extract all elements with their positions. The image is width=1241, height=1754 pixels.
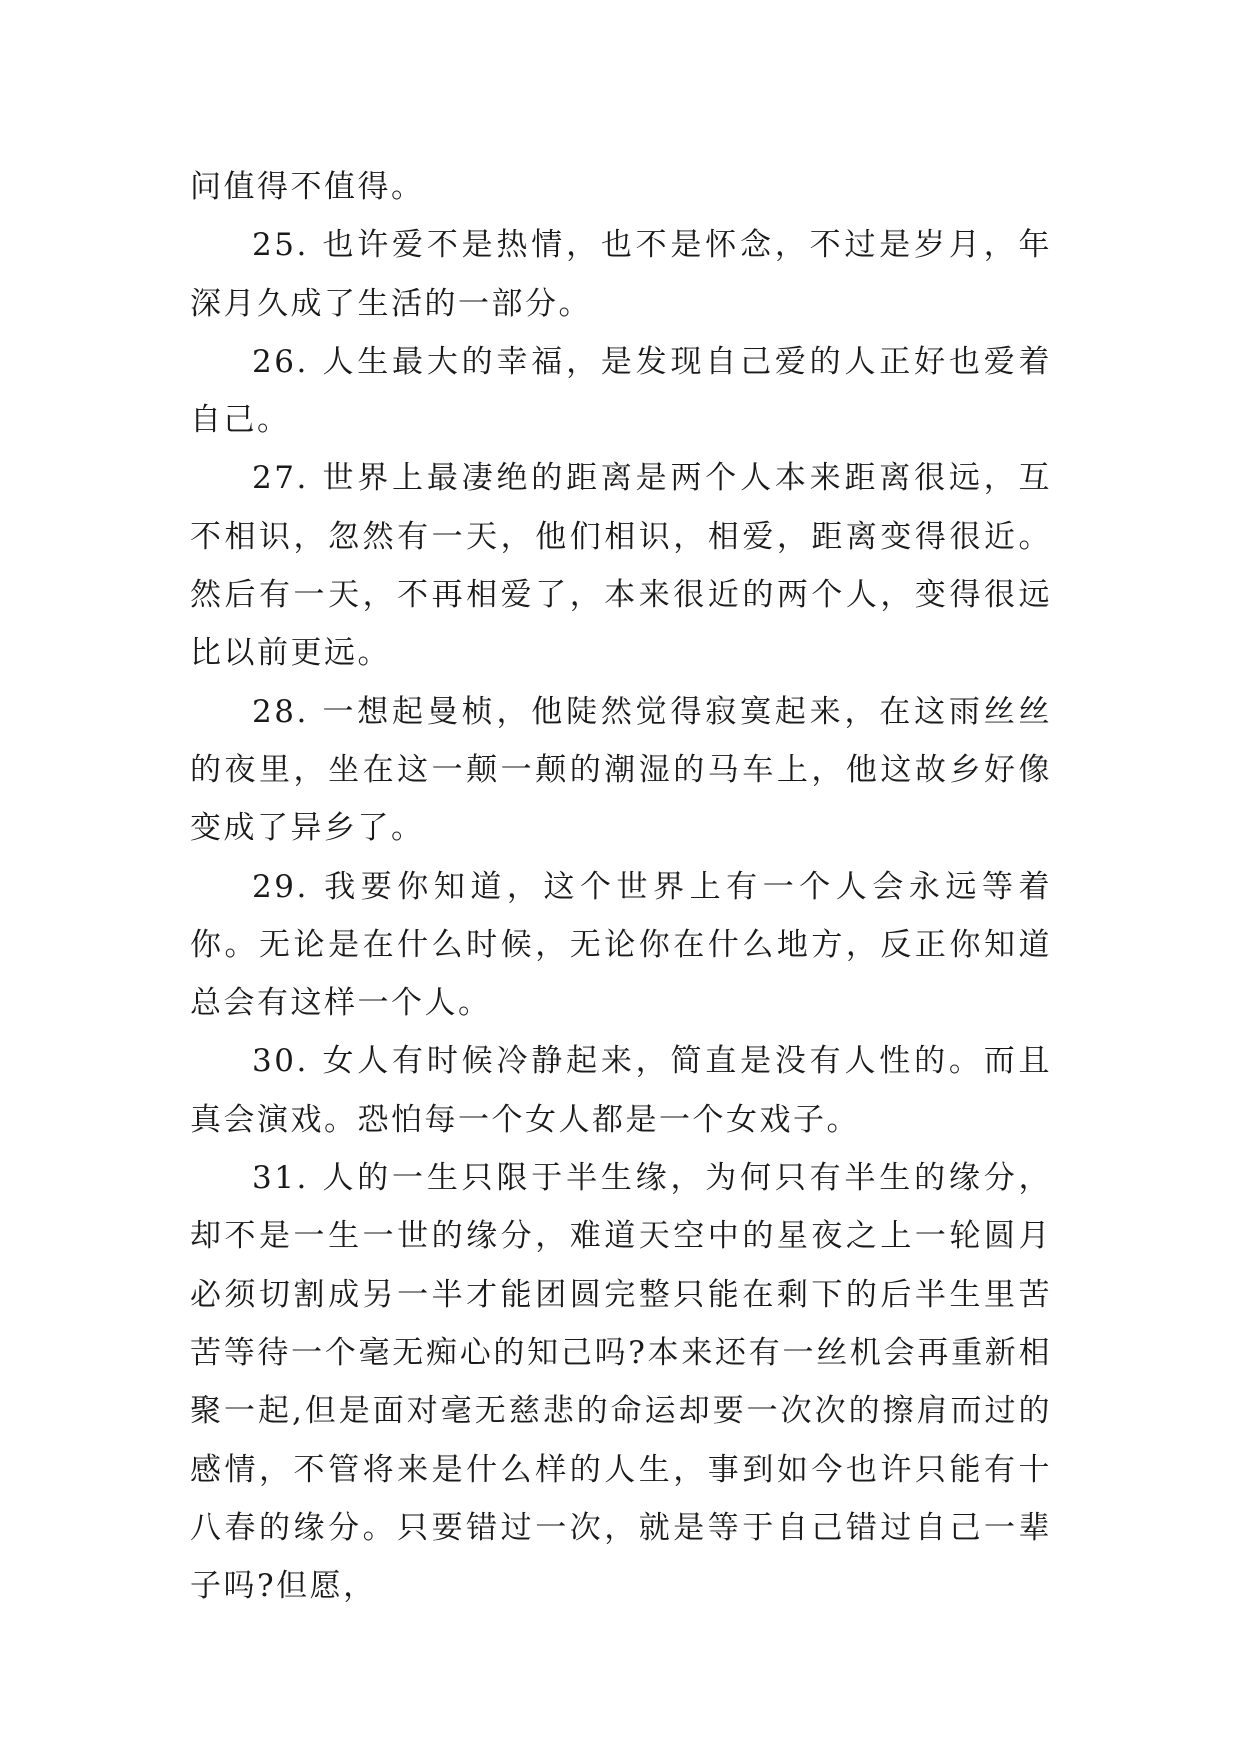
- paragraph-27: 27. 世界上最凄绝的距离是两个人本来距离很远，互不相识，忽然有一天，他们相识，相爱，距离变得很近。然后有一天，不再相爱了，本来很近的两个人，变得很远比以前更远。: [190, 460, 1052, 672]
- paragraph-29: 29. 我要你知道，这个世界上有一个人会永远等着你。无论是在什么时候，无论你在什么地方，反正你知道总会有这样一个人。: [190, 868, 1052, 1022]
- paragraph-26: 26. 人生最大的幸福，是发现自己爱的人正好也爱着自己。: [190, 343, 1052, 439]
- paragraph-28: 28. 一想起曼桢，他陡然觉得寂寞起来，在这雨丝丝的夜里，坐在这一颠一颠的潮湿的马车上，他这故乡好像变成了异乡了。: [190, 693, 1052, 847]
- paragraph-30: 30. 女人有时候冷静起来，简直是没有人性的。而且真会演戏。恐怕每一个女人都是一个女戏子。: [190, 1043, 1052, 1138]
- paragraph-25: 25. 也许爱不是热情，也不是怀念，不过是岁月，年深月久成了生活的一部分。: [190, 227, 1052, 322]
- paragraph-continued: 问值得不值得。: [190, 169, 425, 205]
- paragraph-31: 31. 人的一生只限于半生缘，为何只有半生的缘分，却不是一生一世的缘分，难道天空中的星夜之上一轮圆月必须切割成另一半才能团圆完整只能在剩下的后半生里苦苦等待一个毫无痴心的知己吗?本来还有一丝机会再重新相聚一起,但是面对毫无慈悲的命运却要一次次的擦肩而过的感情，不管将来是什么样的人生，事到如今也许只能有十八春的缘分。只要错过一次，就是等于自己错过自己一辈子吗?但愿，: [190, 1160, 1052, 1605]
- document-body: [190, 158, 1052, 1615]
